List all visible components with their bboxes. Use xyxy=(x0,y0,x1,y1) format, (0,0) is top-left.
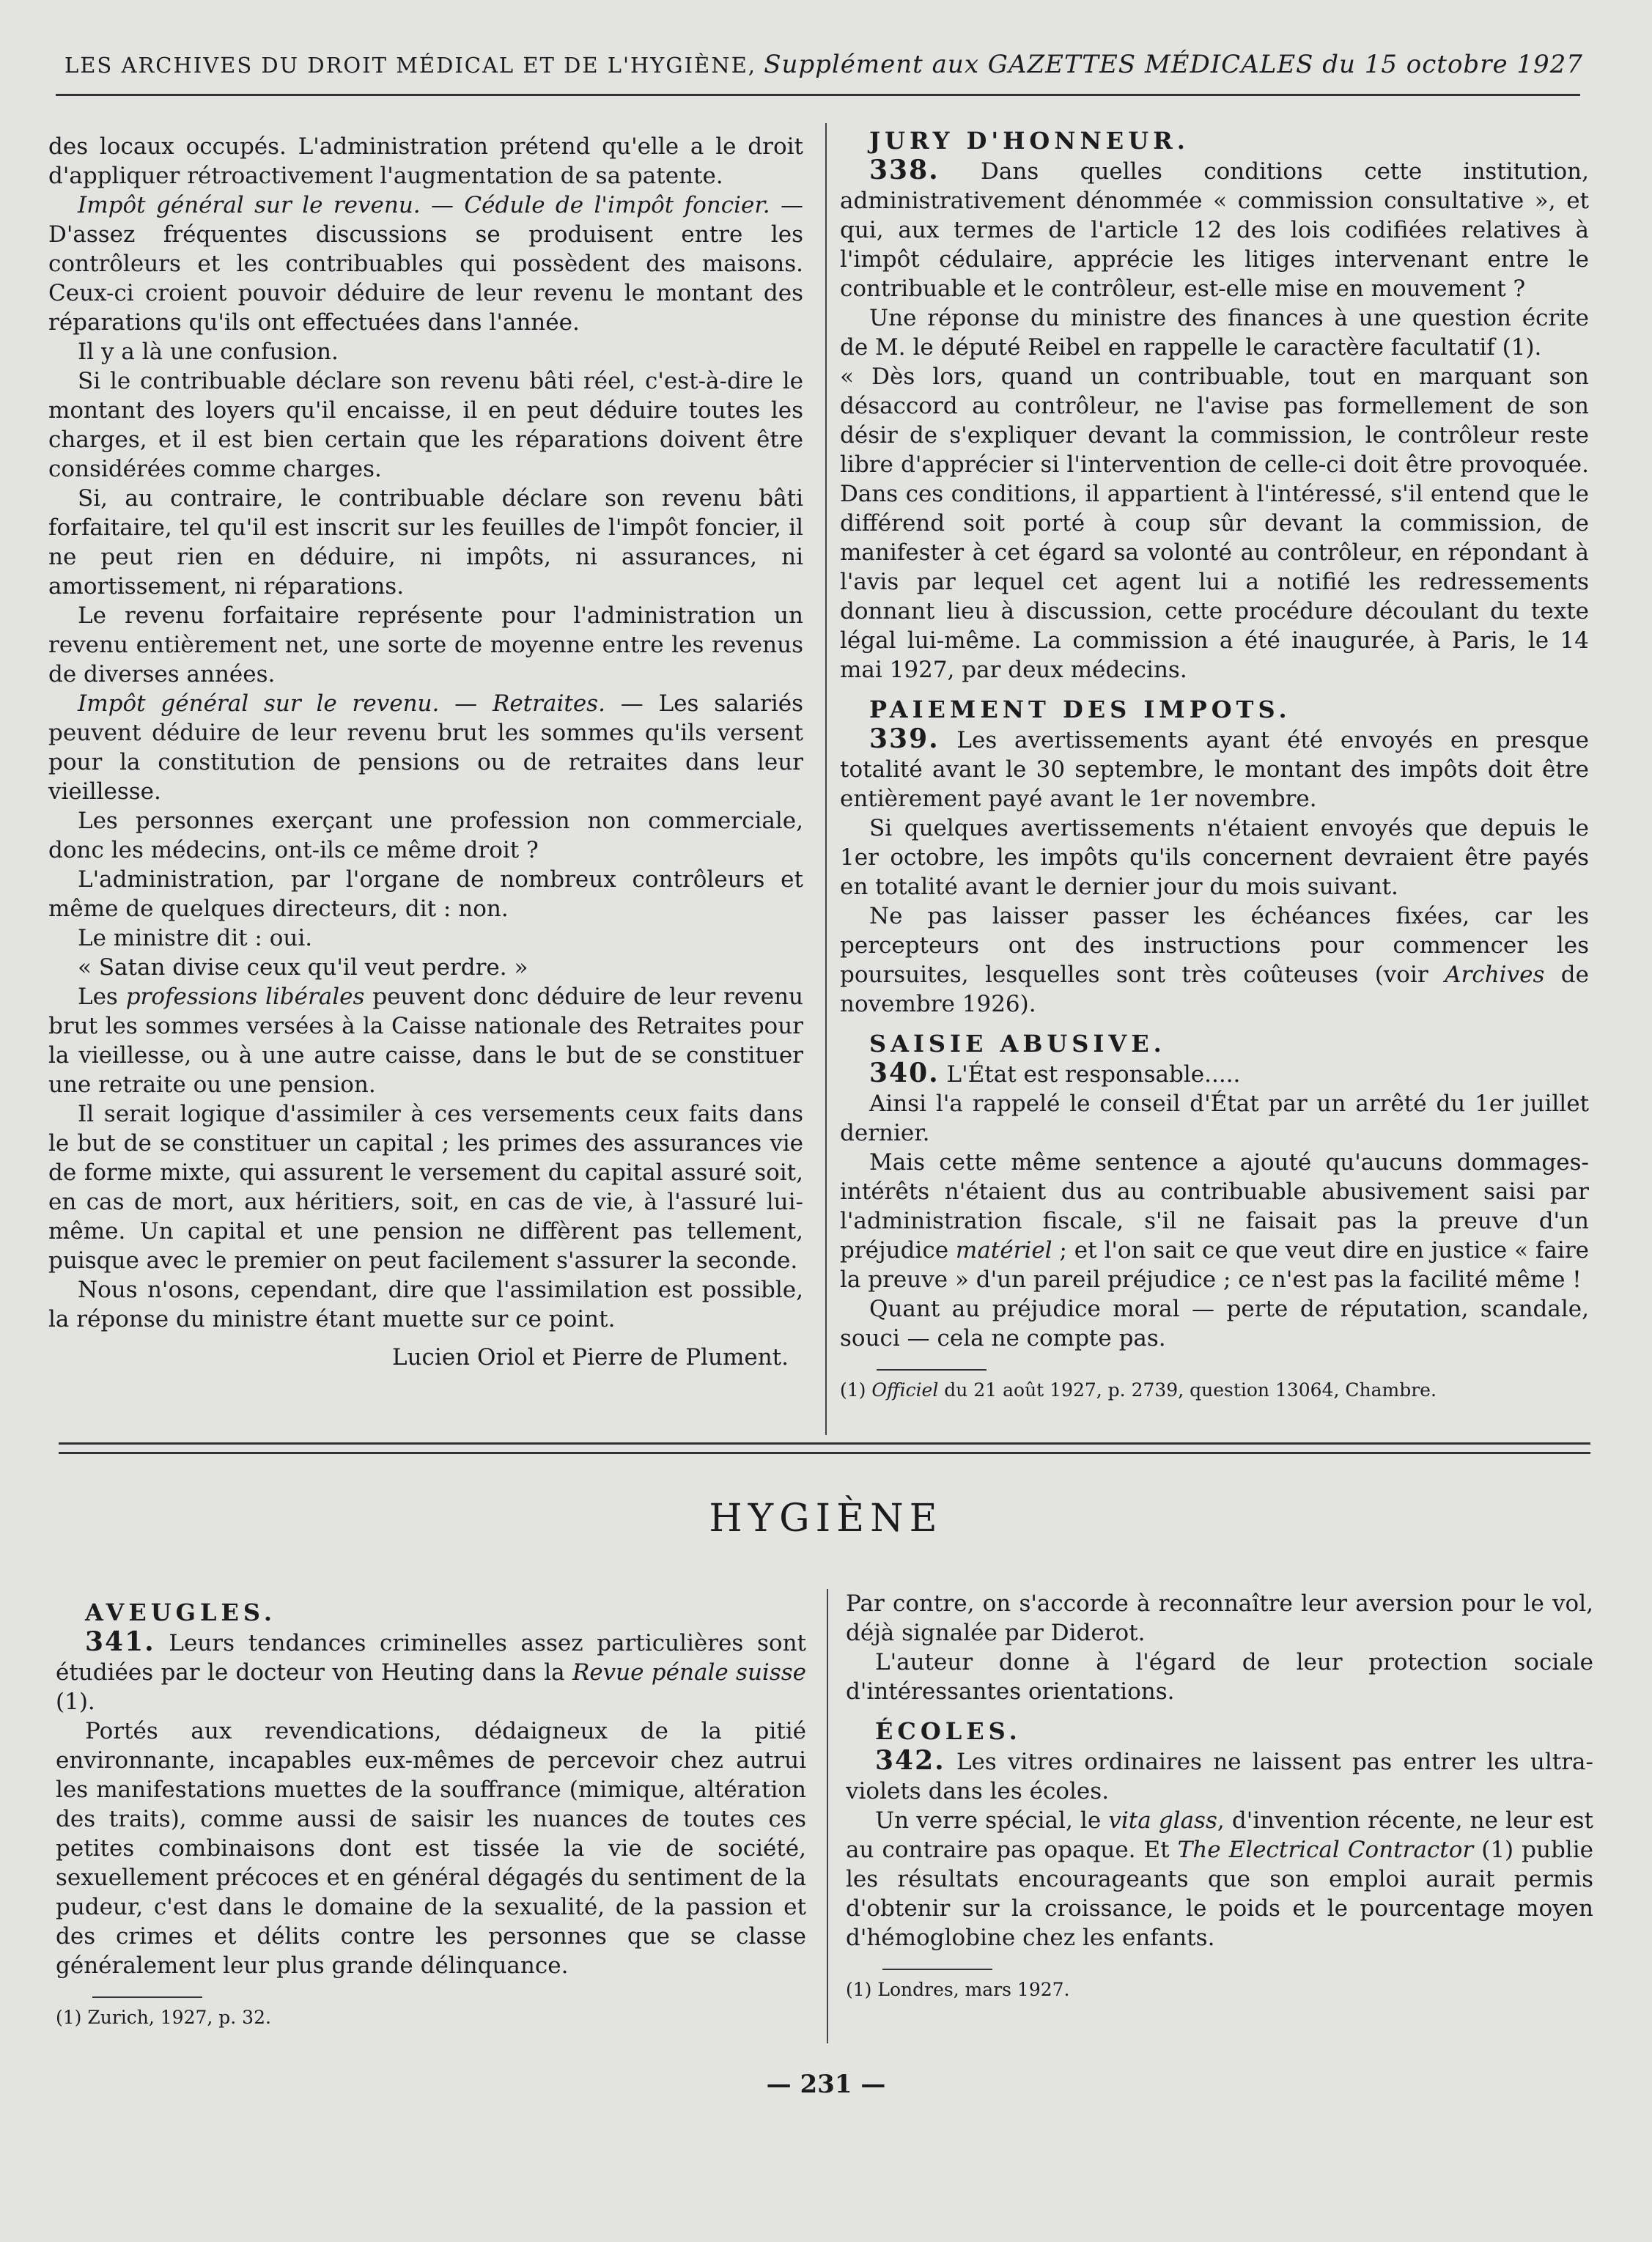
rubric-aveugles: AVEUGLES. xyxy=(85,1598,276,1626)
paragraph: Le revenu forfaitaire représente pour l'administration un revenu entièrement net, une sorte de moyenne entre les revenus de diverses années. xyxy=(48,602,803,687)
paragraph: Les personnes exerçant une profession non commerciale, donc les médecins, ont-ils ce même droit ? xyxy=(48,808,803,863)
paragraph: Il y a là une confusion. xyxy=(78,339,339,365)
paragraph: L'auteur donne à l'égard de leur protection sociale d'intéressantes orientations. xyxy=(846,1649,1593,1705)
paragraph: L'administration, par l'organe de nombreux contrôleurs et même de quelques directeurs, dit : non. xyxy=(48,866,803,922)
paragraph: Nous n'osons, cependant, dire que l'assimilation est possible, la réponse du ministre étant muette sur ce point. xyxy=(48,1277,803,1332)
header-rule xyxy=(56,94,1580,96)
paragraph: « Dès lors, quand un contribuable, tout en marquant son désaccord au contrôleur, ne l'avise pas formellement de son désir de s'expliquer devant la commission, le contrôleur reste libre d'apprécier si l'intervention de celle-ci doit être provoquée. Dans ces conditions, il appartient à l'intéressé, s'il entend que le différend soit porté à coup sûr devant la commission, de manifester à cet égard sa volonté au contrôleur, en répondant à l'avis par lequel cet agent lui a notifié les redressements donnant lieu à discussion, cette procédure découlant du texte légal lui-même. La commission a été inaugurée, à Paris, le 14 mai 1927, par deux médecins. xyxy=(840,364,1589,683)
paragraph: Si, au contraire, le contribuable déclare son revenu bâti forfaitaire, tel qu'il est inscrit sur les feuilles de l'impôt foncier, il ne peut rien en déduire, ni impôts, ni assurances, ni amortissement, ni réparations. xyxy=(48,485,803,600)
footnote: (1) Zurich, 1927, p. 32. xyxy=(56,1996,806,2030)
rubric-paiement-impots: PAIEMENT DES IMPOTS. xyxy=(869,696,1291,723)
running-head-supplement: Supplément aux GAZETTES MÉDICALES du 15 octobre 1927 xyxy=(764,50,1583,79)
paragraph: Une réponse du ministre des finances à une question écrite de M. le député Reibel en rappelle le caractère facultatif (1). xyxy=(840,305,1589,361)
paragraph: Ne pas laisser passer les échéances fixées, car les percepteurs ont des instructions pour commencer les poursuites, lesquelles sont très coûteuses (voir Archives de novembre 1926). xyxy=(840,903,1589,1017)
column-separator xyxy=(825,123,827,1435)
paragraph: Le ministre dit : oui. xyxy=(78,925,313,951)
paragraph: des locaux occupés. L'administration prétend qu'elle a le droit d'appliquer rétroactivement l'augmentation de sa patente. xyxy=(48,133,803,189)
paragraph: Un verre spécial, le vita glass, d'invention récente, ne leur est au contraire pas opaque. Et The Electrical Contractor (1) publie les résultats encourageants que son emploi aurait permis d'obtenir sur la croissance, le poids et le pourcentage moyen d'hémoglobine chez les enfants. xyxy=(846,1807,1593,1951)
signature: Lucien Oriol et Pierre de Plument. xyxy=(392,1344,789,1371)
section-title-hygiene: HYGIÈNE xyxy=(709,1497,943,1541)
paragraph: Par contre, on s'accorde à reconnaître leur aversion pour le vol, déjà signalée par Diderot. xyxy=(846,1590,1593,1646)
paragraph: 341. Leurs tendances criminelles assez particulières sont étudiées par le docteur von Heuting dans la Revue pénale suisse (1). xyxy=(56,1626,806,1715)
italic-heading: Impôt général sur le revenu. — Cédule de l'impôt foncier. — xyxy=(78,192,803,218)
item-number: 339. xyxy=(869,723,940,754)
paragraph: 339. Les avertissements ayant été envoyés en presque totalité avant le 30 septembre, le montant des impôts doit être entièrement payé avant le 1er novembre. xyxy=(840,723,1589,812)
paragraph: Il serait logique d'assimiler à ces versements ceux faits dans le but de se constituer un capital ; les primes des assurances vie de forme mixte, qui assurent le versement du capital assuré soit, en cas de mort, aux héritiers, soit, en cas de vie, à l'assuré lui-même. Un capital et une pension ne diffèrent pas tellement, puisque avec le premier on peut facilement s'assurer la seconde. xyxy=(48,1101,803,1274)
paragraph: « Satan divise ceux qu'il veut perdre. » xyxy=(78,954,528,981)
rubric-saisie-abusive: SAISIE ABUSIVE. xyxy=(869,1030,1166,1058)
paragraph: Impôt général sur le revenu. — Retraites. — Les salariés peuvent déduire de leur revenu brut les sommes qu'ils versent pour la constitution de pensions ou de retraites dans leur vieillesse. xyxy=(48,690,804,805)
paragraph: Quant au préjudice moral — perte de réputation, scandale, souci — cela ne compte pas. xyxy=(840,1296,1589,1352)
item-number: 340. xyxy=(869,1058,940,1088)
footnote: (1) Officiel du 21 août 1927, p. 2739, question 13064, Chambre. xyxy=(840,1369,1589,1403)
lower-left-column xyxy=(56,1598,806,2030)
paragraph: Portés aux revendications, dédaigneux de la pitié environnante, incapables eux-mêmes de percevoir chez autrui les manifestations muettes de la souffrance (mimique, altération des traits), comme aussi de saisir les nuances de toutes ces petites combinaisons dont est tissée la vie de société, sexuellement précoces et en général dégagés du sentiment de la pudeur, c'est dans le domaine de la sexualité, de la passion et des crimes et délits contre les personnes que se classe généralement leur plus grande délinquance. xyxy=(56,1718,806,1979)
paragraph: 338. Dans quelles conditions cette institution, administrativement dénommée « commission consultative », et qui, aux termes de l'article 12 des lois codifiées relatives à l'impôt cédulaire, apprécie les litiges intervenant entre le contribuable et le contrôleur, est-elle mise en mouvement ? xyxy=(840,155,1589,302)
item-number: 342. xyxy=(875,1745,945,1776)
rubric-ecoles: ÉCOLES. xyxy=(875,1717,1022,1745)
page-number: — 231 — xyxy=(766,2070,886,2099)
paragraph: 340. L'État est responsable..... xyxy=(869,1058,1241,1088)
column-separator xyxy=(827,1589,828,2043)
paragraph: 342. Les vitres ordinaires ne laissent pas entrer les ultra-violets dans les écoles. xyxy=(846,1745,1593,1804)
rubric-jury-honneur: JURY D'HONNEUR. xyxy=(869,127,1190,155)
lower-right-column xyxy=(846,1589,1593,2002)
item-number: 338. xyxy=(869,155,940,185)
running-head-journal: LES ARCHIVES DU DROIT MÉDICAL ET DE L'HYGIÈNE, xyxy=(64,53,756,78)
paragraph: Mais cette même sentence a ajouté qu'aucuns dommages-intérêts n'étaient dus au contribuable abusivement saisi par l'administration fiscale, s'il ne faisait pas la preuve d'un préjudice matériel ; et l'on sait ce que veut dire en justice « faire la preuve » d'un pareil préjudice ; ce n'est pas la facilité même ! xyxy=(840,1149,1589,1293)
item-number: 341. xyxy=(85,1626,155,1657)
paragraph: Si le contribuable déclare son revenu bâti réel, c'est-à-dire le montant des loyers qu'il encaisse, il en peut déduire toutes les charges, et il est bien certain que les réparations doivent être considérées comme charges. xyxy=(48,368,803,482)
paragraph: Si quelques avertissements n'étaient envoyés que depuis le 1er octobre, les impôts qu'ils concernent devraient être payés en totalité avant le dernier jour du mois suivant. xyxy=(840,815,1589,900)
paragraph: Ainsi l'a rappelé le conseil d'État par un arrêté du 1er juillet dernier. xyxy=(840,1091,1589,1146)
footnote: (1) Londres, mars 1927. xyxy=(846,1969,1593,2002)
section-double-rule xyxy=(59,1442,1590,1454)
paragraph: Les professions libérales peuvent donc déduire de leur revenu brut les sommes versées à la Caisse nationale des Retraites pour la vieillesse, ou à une autre caisse, dans le but de se constituer une retraite ou une pension. xyxy=(48,984,803,1098)
upper-left-column xyxy=(48,132,803,1372)
running-head xyxy=(64,50,1583,79)
upper-right-column xyxy=(840,126,1589,1403)
paragraph: Impôt général sur le revenu. — Cédule de l'impôt foncier. — D'assez fréquentes discussions se produisent entre les contrôleurs et les contribuables qui possèdent des maisons. Ceux-ci croient pouvoir déduire de leur revenu le montant des réparations qu'ils ont effectuées dans l'année. xyxy=(48,192,803,336)
